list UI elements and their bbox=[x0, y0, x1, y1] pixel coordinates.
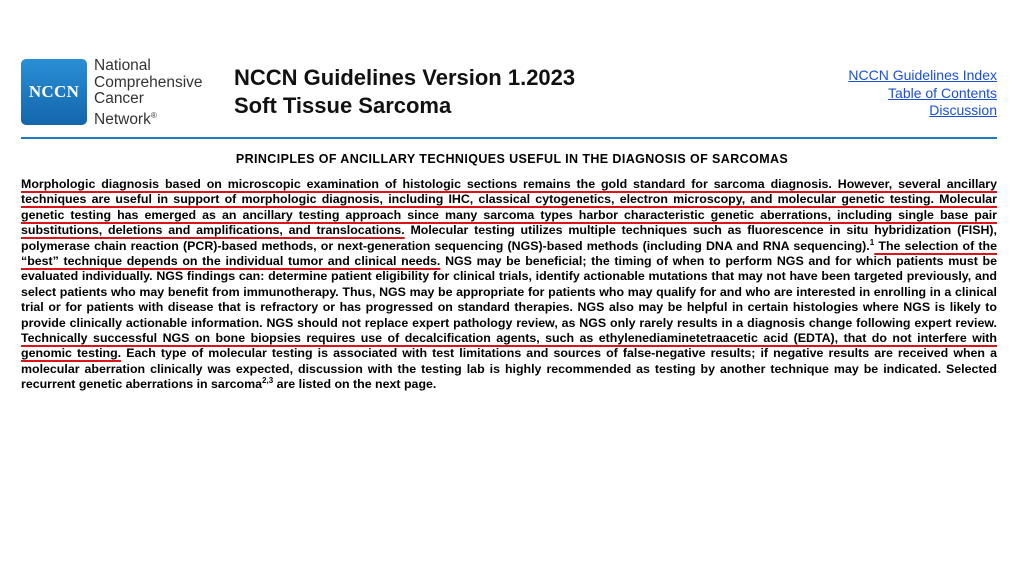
org-line-1: National bbox=[94, 57, 151, 74]
body-text-7: are listed on the next page. bbox=[273, 377, 437, 392]
page-title bbox=[234, 64, 575, 120]
org-line-4 bbox=[94, 108, 203, 129]
discussion-link[interactable]: Discussion bbox=[929, 102, 997, 118]
registered-mark: ® bbox=[150, 110, 157, 120]
section-heading: PRINCIPLES OF ANCILLARY TECHNIQUES USEFUL IN THE DIAGNOSIS OF SARCOMAS bbox=[235, 152, 789, 166]
nccn-logo bbox=[21, 59, 87, 125]
body-text-2: Molecular testing utilizes multiple techniques such as fluorescence in situ hybridization (FISH), polymerase chain reaction (PCR)-based methods, or next-generation sequencing (NGS)-based methods (including DNA and RNA sequencing). bbox=[21, 223, 997, 253]
guideline-nav bbox=[848, 67, 997, 120]
org-line-4-text: Network bbox=[94, 110, 151, 128]
highlighted-text-3: Technically successful NGS on bone biopsies requires use of decalcification agents, such as ethylenediaminetetraacetic acid (EDTA), that do not interfere with genomic testing. bbox=[21, 331, 997, 361]
table-of-contents-link[interactable]: Table of Contents bbox=[888, 84, 997, 101]
org-line-2: Comprehensive bbox=[94, 73, 203, 91]
body-paragraph bbox=[21, 177, 997, 393]
footnote-ref-1: 1 bbox=[869, 237, 875, 247]
highlighted-text-1: Morphologic diagnosis based on microscopic examination of histologic sections remains the gold standard for sarcoma diagnosis. However, several ancillary techniques are useful in support of morphologic diagnosis, including IHC, classical cytogenetics, electron microscopy, and molecular genetic testing. Molecular genetic testing has emerged as an ancillary testing approach since many sarcoma types harbor characteristic genetic aberrations, including single base pair substitutions, deletions and amplifications, and translocations. bbox=[21, 177, 997, 238]
body-text-4: NGS may be beneficial; the timing of when to perform NGS and for which patients must be evaluated individually. NGS findings can: determine patient eligibility for clinical trials, identify actionable mutations that may not have been targeted previously, and select patients who may benefit from immunotherapy. Thus, NGS may be appropriate for patients who may qualify for and who are interested in enrolling in a clinical trial or for patients with disease that is refractory or has progressed on standard therapies. NGS also may be helpful in certain histologies where NGS is likely to provide clinically actionable information. NGS should not replace expert pathology review, as NGS only rarely results in a diagnosis change following expert review. bbox=[21, 254, 997, 330]
organization-name bbox=[94, 58, 203, 128]
highlighted-text-2: The selection of the “best” technique depends on the individual tumor and clinical needs. bbox=[21, 238, 997, 269]
org-line-3: Cancer bbox=[94, 90, 144, 107]
footnote-ref-2: 2,3 bbox=[262, 376, 274, 386]
header-divider bbox=[21, 137, 997, 139]
body-text-6: Each type of molecular testing is associated with test limitations and sources of false-negative results; if negative results are received when a molecular aberration clinically was expected, discussion with the testing lab is highly recommended as testing by another technique may be indicated. Selected recurrent genetic aberrations in sarcoma bbox=[21, 346, 997, 392]
logo-text: NCCN bbox=[28, 82, 80, 101]
guideline-subject-title: Soft Tissue Sarcoma bbox=[234, 93, 452, 118]
guidelines-index-link[interactable]: NCCN Guidelines Index bbox=[848, 67, 997, 83]
guideline-version-title: NCCN Guidelines Version 1.2023 bbox=[234, 65, 576, 90]
